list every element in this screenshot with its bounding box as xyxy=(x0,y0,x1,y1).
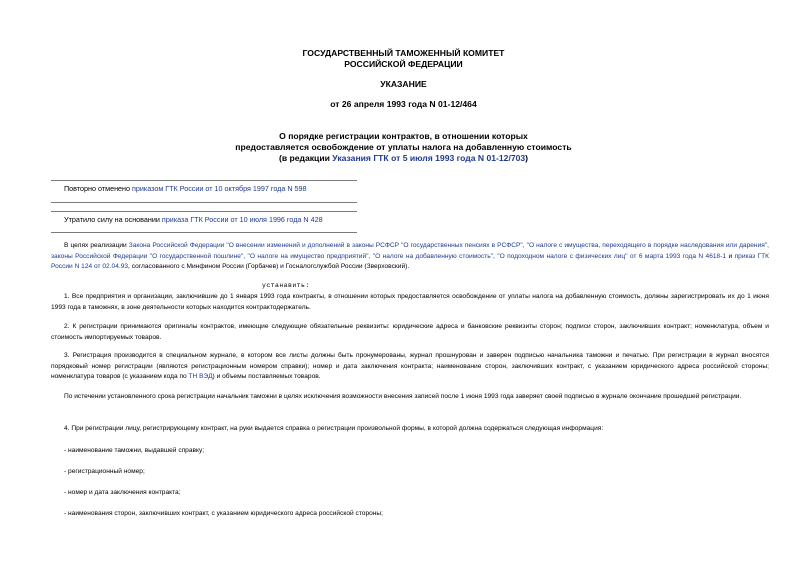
issuer-name xyxy=(0,48,807,70)
paragraph-1-text: 1. Все предприятия и организации, заключившие до 1 января 1993 года контракты, в отношении которых предоставляется освобождение от уплаты налога на добавленную стоимость, должны зарегистрировать их до 1 июня 1993 года в таможнях, в зоне деятельности которых находится контрактодержатель. xyxy=(51,293,769,311)
title-line-2: предоставляется освобождение от уплаты налога на добавленную стоимость xyxy=(235,142,572,152)
preamble-text-3: , согласованного с Минфином России (Горбачев) и Госналогслужбой России (Зверховский). xyxy=(128,263,410,271)
edition-note xyxy=(0,153,807,164)
edition-suffix: ) xyxy=(525,153,529,163)
edition-prefix: (в редакции xyxy=(278,153,333,163)
list-item-text: - наименования сторон, заключивших контракт, с указанием юридического адреса российской стороны; xyxy=(64,510,383,517)
paragraph-3-text-2: ) и объемы поставляемых товаров. xyxy=(212,373,321,381)
list-item-text: - номер и дата заключения контракта; xyxy=(64,489,181,496)
paragraph-3 xyxy=(51,351,769,383)
cancel-note xyxy=(64,184,307,193)
preamble-paragraph xyxy=(51,241,769,273)
preamble-text-1: В целях реализации xyxy=(64,242,129,249)
divider xyxy=(51,180,357,181)
list-item xyxy=(51,446,769,457)
cancel-link[interactable]: приказом ГТК России от 10 октября 1997 года N 598 xyxy=(132,184,307,193)
tn-ved-link[interactable]: ТН ВЭД xyxy=(188,373,213,381)
cancel-prefix: Повторно отменено xyxy=(64,184,132,193)
list-item-text: - регистрационный номер; xyxy=(64,468,145,475)
paragraph-3b xyxy=(51,392,769,403)
document-title xyxy=(0,131,807,164)
divider xyxy=(51,232,357,233)
expired-prefix: Утратило силу на основании xyxy=(64,215,162,224)
paragraph-2-text: 2. К регистрации принимаются оригиналы контрактов, имеющие следующие обязательные реквизиты: юридические адреса и банковские реквизиты сторон; подписи сторон, заключивших контракт; номенклатура, объем и стоимость импортируемых товаров. xyxy=(51,323,769,341)
list-item xyxy=(51,488,769,499)
paragraph-2 xyxy=(51,322,769,343)
paragraph-1 xyxy=(51,292,769,313)
edition-link[interactable]: Указания ГТК от 5 июля 1993 года N 01-12/703 xyxy=(332,153,526,163)
law-link[interactable]: Закона Российской Федерации "О внесении изменений и дополнений в законы РСФСР "О государственных пенсиях в РСФСР", "О налоге с имущества, переходящего в порядке наследования или дарения", законы Российской Федерации "О государственной пошлине", "О налоге на имущество предприятий", "О налоге на добавленную стоимость", "О подоходном налоге с физических лиц" от 6 марта 1993 года N 4618-1 xyxy=(51,242,770,260)
title-line-1: О порядке регистрации контрактов, в отношении которых xyxy=(279,131,528,141)
paragraph-4-text: 4. При регистрации лицу, регистрирующему контракт, на руки выдается справка о регистрации произвольной формы, в которой должна содержаться следующая информация: xyxy=(64,425,604,432)
list-item xyxy=(51,509,769,520)
expired-note xyxy=(64,215,323,224)
divider xyxy=(51,211,357,212)
document-date: от 26 апреля 1993 года N 01-12/464 xyxy=(330,99,477,109)
paragraph-3-text-1: 3. Регистрация производится в специальном журнале, в котором все листы должны быть пронумерованы, журнал прошнурован и заверен подписью начальника таможни и печатью. При регистрации в журнал вносятся порядковый номер регистрации (являются регистрационным номером справки); номер и дата заключения контракта; наименование сторон, заключивших контракт, с указанием юридического адреса российской стороны; номенклатура товаров (с указанием кода по xyxy=(51,352,769,381)
divider xyxy=(51,202,357,203)
issuer-line-2: РОССИЙСКОЙ ФЕДЕРАЦИИ xyxy=(344,59,463,69)
preamble-text-2: и xyxy=(726,252,735,260)
list-item xyxy=(51,467,769,478)
issuer-line-1: ГОСУДАРСТВЕННЫЙ ТАМОЖЕННЫЙ КОМИТЕТ xyxy=(302,48,505,58)
expired-link[interactable]: приказа ГТК России от 10 июля 1996 года N 428 xyxy=(161,215,323,224)
paragraph-3b-text: По истечении установленного срока регистрации начальник таможни в целях исключения возможности внесения записей после 1 июня 1993 года заверяет своей подписью в журнале окончание прошедшей регистрации. xyxy=(64,393,742,400)
document-type: УКАЗАНИЕ xyxy=(380,79,427,89)
paragraph-4 xyxy=(51,424,769,435)
order-link[interactable]: приказ ГТК России N 124 от 02.04.93 xyxy=(51,252,769,271)
ustanovit-heading: устанавить: xyxy=(262,282,310,289)
list-item-text: - наименование таможни, выдавшей справку; xyxy=(64,447,205,454)
